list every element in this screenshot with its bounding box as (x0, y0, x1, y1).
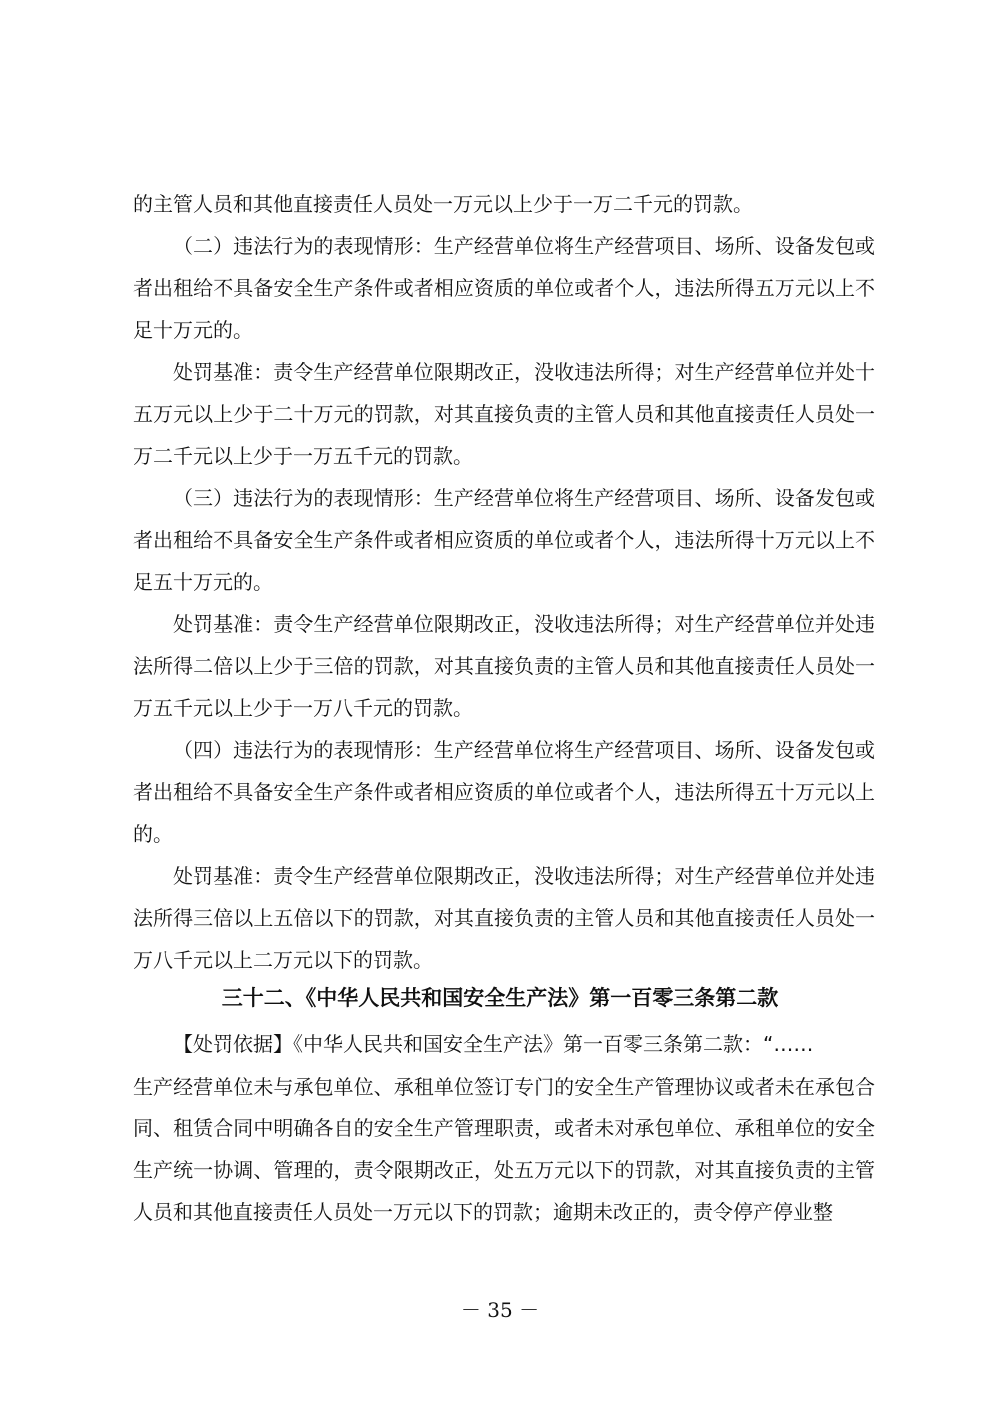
text-line: （四）违法行为的表现情形：生产经营单位将生产经营项目、场所、设备发包或 (173, 738, 875, 762)
text-line: 人员和其他直接责任人员处一万元以下的罚款；逾期未改正的，责令停产停业整 (133, 1200, 833, 1224)
text-line: 的。 (133, 822, 173, 846)
section-heading: 三十二、《中华人民共和国安全生产法》第一百零三条第二款 (221, 985, 779, 1010)
text-line: 者出租给不具备安全生产条件或者相应资质的单位或者个人，违法所得五万元以上不 (133, 276, 875, 300)
text-line: 处罚基准：责令生产经营单位限期改正，没收违法所得；对生产经营单位并处违 (173, 864, 875, 888)
text-line: 法所得二倍以上少于三倍的罚款，对其直接负责的主管人员和其他直接责任人员处一 (133, 654, 875, 678)
text-line: （三）违法行为的表现情形：生产经营单位将生产经营项目、场所、设备发包或 (173, 486, 875, 510)
text-line: 足五十万元的。 (133, 570, 273, 594)
page-number: － 35 － (460, 1298, 540, 1322)
text-line: 万二千元以上少于一万五千元的罚款。 (133, 444, 473, 468)
text-line: （二）违法行为的表现情形：生产经营单位将生产经营项目、场所、设备发包或 (173, 234, 875, 258)
text-line: 同、租赁合同中明确各自的安全生产管理职责，或者未对承包单位、承租单位的安全 (133, 1116, 875, 1140)
text-line: 万五千元以上少于一万八千元的罚款。 (133, 696, 473, 720)
text-line: 者出租给不具备安全生产条件或者相应资质的单位或者个人，违法所得十万元以上不 (133, 528, 875, 552)
text-line: 万八千元以上二万元以下的罚款。 (133, 948, 433, 972)
text-line: 生产经营单位未与承包单位、承租单位签订专门的安全生产管理协议或者未在承包合 (133, 1075, 875, 1099)
text-line: 处罚基准：责令生产经营单位限期改正，没收违法所得；对生产经营单位并处十 (173, 360, 875, 384)
text-line: 足十万元的。 (133, 318, 253, 342)
text-line: 的主管人员和其他直接责任人员处一万元以上少于一万二千元的罚款。 (133, 192, 753, 216)
text-line: 生产统一协调、管理的，责令限期改正，处五万元以下的罚款，对其直接负责的主管 (133, 1158, 875, 1182)
text-line: 处罚基准：责令生产经营单位限期改正，没收违法所得；对生产经营单位并处违 (173, 612, 875, 636)
text-line: 者出租给不具备安全生产条件或者相应资质的单位或者个人，违法所得五十万元以上 (133, 780, 875, 804)
text-line: 五万元以上少于二十万元的罚款，对其直接负责的主管人员和其他直接责任人员处一 (133, 402, 875, 426)
text-line: 【处罚依据】《中华人民共和国安全生产法》第一百零三条第二款：“…… (173, 1032, 814, 1056)
text-line: 法所得三倍以上五倍以下的罚款，对其直接负责的主管人员和其他直接责任人员处一 (133, 906, 875, 930)
